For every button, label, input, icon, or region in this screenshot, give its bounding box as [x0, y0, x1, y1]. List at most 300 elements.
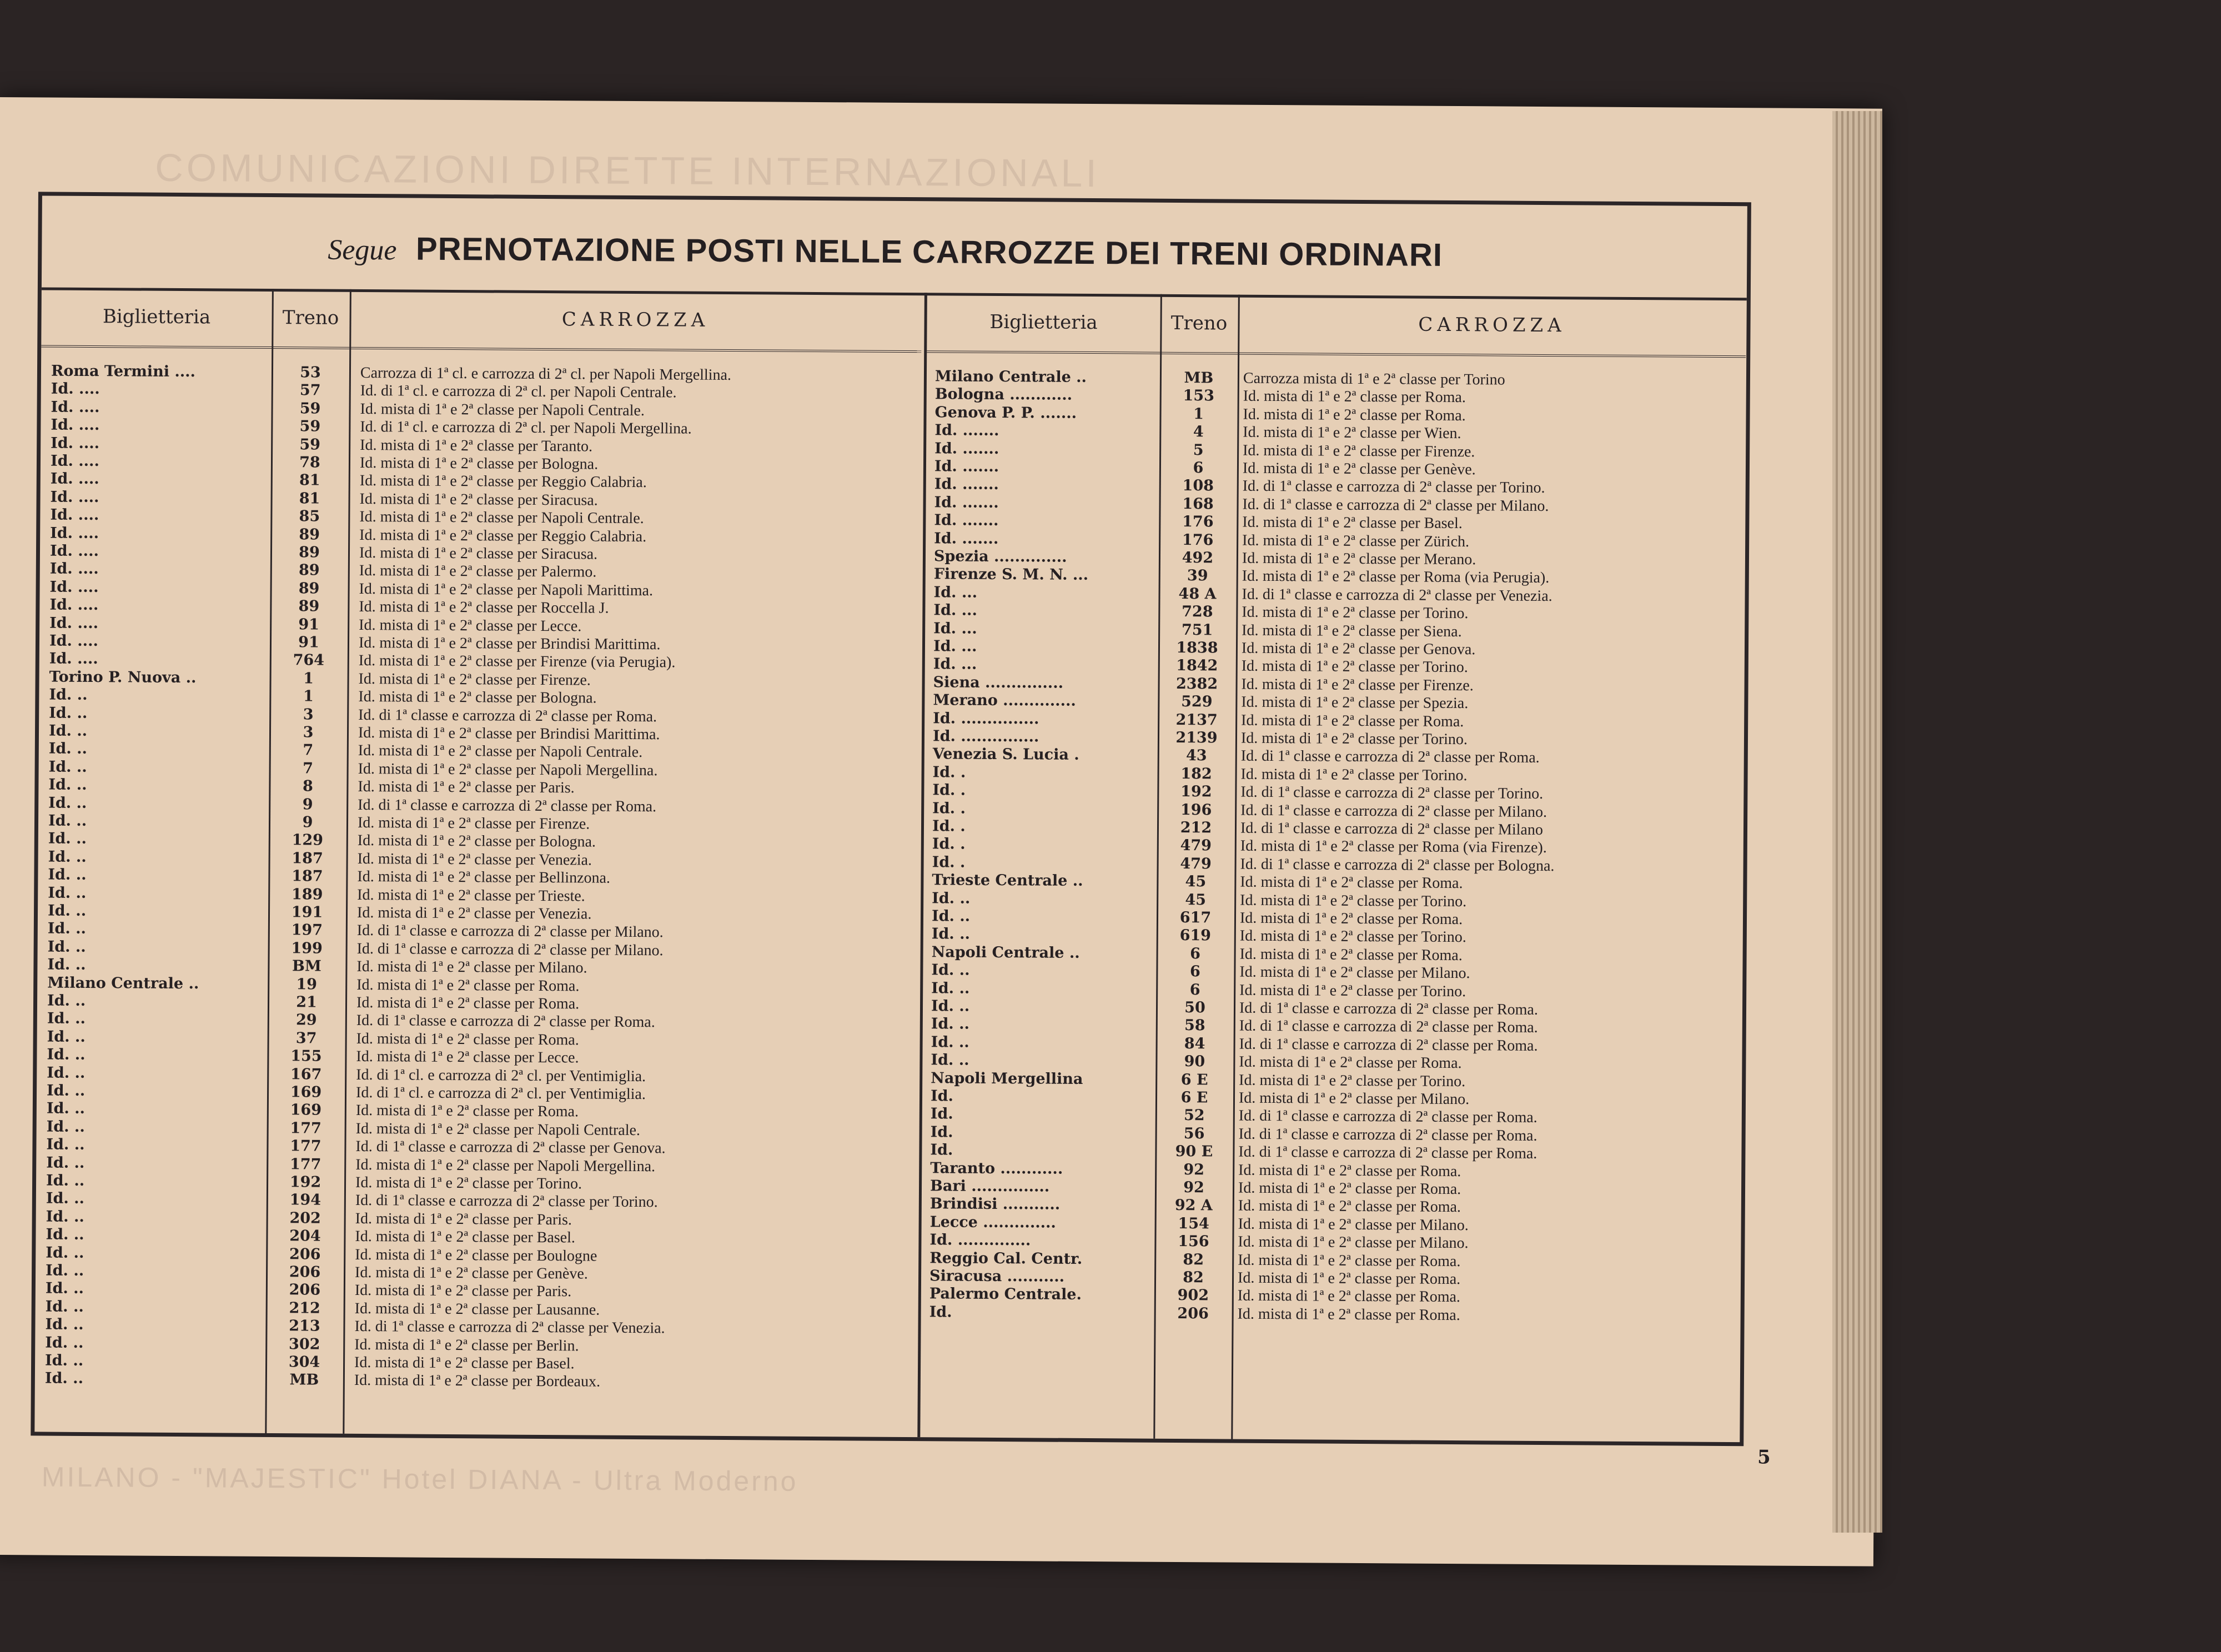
treno-cell: 82: [1183, 1269, 1204, 1287]
carrozza-cell: Id. mista di 1ª e 2ª classe per Firenze.: [357, 814, 590, 833]
treno-cell: 617: [1179, 909, 1212, 927]
carrozza-cell: Id. mista di 1ª e 2ª classe per Lecce.: [356, 1048, 579, 1067]
carrozza-cell: Id. mista di 1ª e 2ª classe per Roma.: [1239, 909, 1463, 928]
biglietteria-cell: Id. ...: [933, 601, 977, 619]
biglietteria-cell: Id. ..: [45, 1315, 84, 1334]
biglietteria-cell: Id. ..: [46, 1118, 85, 1136]
biglietteria-cell: Id. ..: [47, 902, 87, 920]
treno-cell: 168: [1182, 495, 1214, 513]
biglietteria-cell: Id. ..: [931, 1051, 969, 1069]
carrozza-cell: Id. mista di 1ª e 2ª classe per Firenze (via Perugia).: [358, 652, 676, 671]
biglietteria-cell: Siena ...............: [933, 674, 1064, 692]
carrozza-cell: Id. di 1ª classe e carrozza di 2ª classe per Bologna.: [1240, 855, 1555, 875]
biglietteria-cell: Id. ....: [50, 470, 99, 488]
treno-cell: 2137: [1175, 711, 1218, 729]
biglietteria-cell: Id. .......: [934, 511, 999, 530]
page-edge: [1832, 111, 1882, 1533]
treno-cell: 196: [1180, 801, 1212, 819]
carrozza-cell: Id. di 1ª classe e carrozza di 2ª classe per Torino.: [1242, 478, 1545, 497]
treno-cell: 204: [289, 1227, 321, 1245]
biglietteria-cell: Id. ....: [49, 650, 98, 668]
biglietteria-cell: Id. .......: [934, 494, 999, 511]
treno-cell: 764: [293, 651, 325, 669]
carrozza-cell: Id. mista di 1ª e 2ª classe per Milano.: [356, 958, 587, 977]
treno-cell: 192: [1180, 783, 1212, 801]
carrozza-cell: Id. di 1ª cl. e carrozza di 2ª cl. per Ventimiglia.: [356, 1066, 646, 1085]
treno-cell: 1838: [1176, 639, 1218, 657]
biglietteria-cell: Siracusa ...........: [929, 1267, 1065, 1286]
biglietteria-cell: Id. ..: [46, 1172, 85, 1189]
biglietteria-cell: Id. ..: [47, 920, 87, 938]
timetable-page: [0, 97, 1882, 1566]
carrozza-cell: Id. di 1ª classe e carrozza di 2ª classe per Roma.: [1240, 747, 1540, 767]
biglietteria-cell: Id. ....: [51, 434, 100, 452]
biglietteria-cell: Id. ...: [933, 584, 978, 601]
carrozza-cell: Id. di 1ª classe e carrozza di 2ª classe per Roma.: [1238, 1107, 1537, 1127]
treno-cell: 81: [299, 471, 320, 489]
biglietteria-cell: Lecce ..............: [929, 1213, 1056, 1232]
carrozza-cell: Id. mista di 1ª e 2ª classe per Genève.: [1242, 459, 1476, 479]
biglietteria-cell: Id. ..: [47, 1064, 86, 1082]
biglietteria-cell: Venezia S. Lucia .: [932, 745, 1079, 764]
biglietteria-cell: Id. ...: [933, 655, 977, 674]
carrozza-cell: Id. mista di 1ª e 2ª classe per Roma.: [1238, 1251, 1461, 1270]
biglietteria-cell: Id. .......: [934, 529, 999, 548]
header-biglietteria-right: Biglietteria: [927, 293, 1160, 354]
carrozza-cell: Id. mista di 1ª e 2ª classe per Torino.: [1240, 765, 1468, 784]
biglietteria-cell: Brindisi ...........: [929, 1195, 1061, 1214]
carrozza-cell: Id. di 1ª classe e carrozza di 2ª classe per Roma.: [1239, 999, 1539, 1018]
treno-cell: 206: [1177, 1304, 1209, 1323]
biglietteria-cell: Id. ..: [48, 812, 87, 830]
treno-cell: 182: [1180, 765, 1212, 783]
biglietteria-cell: Id. ..: [46, 1226, 84, 1244]
treno-cell: 167: [290, 1065, 322, 1083]
carrozza-cell: Id. mista di 1ª e 2ª classe per Roma.: [1238, 1179, 1461, 1198]
biglietteria-cell: Palermo Centrale.: [929, 1285, 1082, 1304]
biglietteria-cell: Id. ..: [45, 1334, 84, 1352]
biglietteria-cell: Firenze S. M. N. ...: [933, 565, 1089, 584]
biglietteria-cell: Napoli Mergellina: [931, 1069, 1083, 1088]
treno-cell: 90 E: [1175, 1143, 1213, 1161]
carrozza-cell: Id. di 1ª classe e carrozza di 2ª classe per Milano.: [1242, 495, 1549, 515]
treno-cell: 45: [1185, 891, 1207, 908]
biglietteria-cell: Id. ..: [47, 938, 86, 956]
carrozza-cell: Id. mista di 1ª e 2ª classe per Lausanne.: [354, 1299, 600, 1319]
carrozza-cell: Id. di 1ª classe e carrozza di 2ª classe per Roma.: [1239, 1017, 1538, 1037]
treno-cell: 45: [1185, 873, 1207, 891]
carrozza-cell: Id. mista di 1ª e 2ª classe per Palermo.: [359, 562, 597, 581]
biglietteria-cell: Id. ..: [931, 907, 971, 925]
carrozza-cell: Id. mista di 1ª e 2ª classe per Siracusa.: [359, 544, 598, 563]
biglietteria-cell: Id. ..: [45, 1298, 84, 1315]
treno-cell: 81: [299, 490, 320, 508]
carrozza-cell: Id. mista di 1ª e 2ª classe per Roma.: [1239, 945, 1463, 964]
carrozza-cell: Id. mista di 1ª e 2ª classe per Paris.: [358, 778, 575, 797]
carrozza-cell: Id. mista di 1ª e 2ª classe per Milano.: [1239, 963, 1470, 982]
treno-cell: 212: [289, 1299, 320, 1317]
carrozza-cell: Id. di 1ª classe e carrozza di 2ª classe per Roma.: [356, 1012, 655, 1031]
treno-cell: 57: [299, 381, 321, 399]
biglietteria-cell: Id. ..: [48, 830, 87, 848]
biglietteria-cell: Id.: [930, 1141, 953, 1159]
carrozza-cell: Id. mista di 1ª e 2ª classe per Merano.: [1242, 549, 1476, 569]
carrozza-cell: Id. di 1ª classe e carrozza di 2ª classe per Roma.: [358, 706, 657, 725]
treno-cell: 199: [291, 940, 323, 957]
treno-cell: 129: [292, 831, 324, 849]
carrozza-cell: Id. mista di 1ª e 2ª classe per Roma.: [1237, 1269, 1461, 1288]
carrozza-cell: Id. mista di 1ª e 2ª classe per Napoli Marittima.: [359, 580, 654, 599]
biglietteria-cell: Reggio Cal. Centr.: [929, 1249, 1083, 1268]
biglietteria-cell: Id. ..: [931, 979, 970, 997]
carrozza-cell: Id. di 1ª classe e carrozza di 2ª classe per Venezia.: [1242, 585, 1552, 605]
carrozza-cell: Id. mista di 1ª e 2ª classe per Trieste.: [357, 886, 585, 905]
carrozza-cell: Id. mista di 1ª e 2ª classe per Boulogne: [355, 1246, 597, 1265]
biglietteria-cell: Id. ..: [49, 686, 88, 704]
treno-cell: 48 A: [1178, 585, 1217, 603]
treno-cell: 29: [295, 1011, 317, 1029]
treno-cell: 1842: [1176, 657, 1218, 675]
carrozza-cell: Id. mista di 1ª e 2ª classe per Roma.: [356, 993, 580, 1013]
treno-cell: 78: [299, 454, 320, 471]
biglietteria-cell: Id. .: [932, 781, 966, 799]
carrozza-cell: Id. mista di 1ª e 2ª classe per Genova.: [1241, 639, 1476, 659]
biglietteria-cell: Id. ..: [931, 925, 971, 943]
treno-cell: 189: [291, 885, 323, 903]
carrozza-cell: Id. mista di 1ª e 2ª classe per Bologna.: [359, 454, 599, 473]
biglietteria-cell: Id. ..: [46, 1208, 84, 1226]
treno-cell: 39: [1187, 567, 1208, 585]
treno-cell: 156: [1178, 1233, 1209, 1251]
carrozza-cell: Id. mista di 1ª e 2ª classe per Milano.: [1238, 1233, 1469, 1252]
biglietteria-cell: Id. .: [932, 853, 966, 871]
biglietteria-cell: Id. ..: [48, 758, 87, 776]
carrozza-cell: Id. mista di 1ª e 2ª classe per Napoli Centrale.: [360, 400, 645, 419]
carrozza-cell: Id. mista di 1ª e 2ª classe per Torino.: [1240, 729, 1468, 749]
biglietteria-cell: Id. ..: [46, 1244, 84, 1262]
biglietteria-cell: Id. ..: [46, 1099, 86, 1118]
treno-cell: 751: [1181, 621, 1213, 639]
carrozza-cell: Id. di 1ª classe e carrozza di 2ª classe per Venezia.: [354, 1318, 665, 1337]
treno-cell: 3: [303, 724, 314, 741]
biglietteria-cell: Roma Termini ....: [51, 362, 196, 381]
biglietteria-cell: Id. ..: [932, 889, 971, 907]
biglietteria-cell: Id.: [929, 1303, 952, 1321]
treno-cell: 177: [290, 1119, 321, 1137]
carrozza-cell: Id. mista di 1ª e 2ª classe per Torino.: [355, 1173, 582, 1193]
biglietteria-cell: Bari ...............: [929, 1177, 1050, 1196]
treno-cell: 53: [300, 364, 321, 381]
biglietteria-cell: Id. ....: [51, 398, 100, 416]
carrozza-cell: Id. mista di 1ª e 2ª classe per Roma.: [1241, 711, 1464, 730]
header-treno-right: Treno: [1160, 294, 1238, 355]
treno-cell: 902: [1177, 1287, 1209, 1304]
header-biglietteria-left: Biglietteria: [41, 287, 272, 349]
carrozza-cell: Id. di 1ª classe e carrozza di 2ª classe per Genova.: [355, 1138, 666, 1157]
biglietteria-cell: Id. ..: [44, 1369, 84, 1388]
carrozza-cell: Id. di 1ª classe e carrozza di 2ª classe per Roma.: [1238, 1125, 1537, 1144]
carrozza-cell: Id. mista di 1ª e 2ª classe per Napoli Centrale.: [358, 742, 643, 761]
biglietteria-cell: Id. ....: [50, 506, 99, 524]
carrozza-cell: Id. mista di 1ª e 2ª classe per Napoli Mergellina.: [355, 1156, 656, 1175]
carrozza-cell: Id. di 1ª classe e carrozza di 2ª classe per Torino.: [355, 1192, 658, 1211]
carrozza-cell: Id. di 1ª classe e carrozza di 2ª classe per Roma.: [1238, 1143, 1537, 1163]
biglietteria-cell: Id. ..: [46, 1136, 85, 1154]
treno-cell: 6 E: [1180, 1071, 1208, 1088]
carrozza-cell: Id. mista di 1ª e 2ª classe per Roma.: [355, 1102, 579, 1121]
biglietteria-cell: Id.: [930, 1105, 953, 1123]
treno-cell: 50: [1184, 999, 1205, 1017]
biglietteria-cell: Id. ..: [931, 1015, 970, 1033]
carrozza-cell: Id. mista di 1ª e 2ª classe per Torino.: [1241, 657, 1468, 676]
carrozza-cell: Id. mista di 1ª e 2ª classe per Roma (via Perugia).: [1242, 568, 1550, 587]
biglietteria-cell: Id. ....: [49, 632, 99, 650]
biglietteria-cell: Id. ..: [47, 992, 86, 1010]
title-main: PRENOTAZIONE POSTI NELLE CARROZZE DEI TRENI ORDINARI: [415, 230, 1443, 273]
biglietteria-cell: Id. ..: [48, 884, 87, 902]
treno-cell: 479: [1180, 837, 1212, 855]
biglietteria-cell: Id. .......: [934, 458, 999, 476]
treno-cell: 6: [1193, 459, 1204, 477]
treno-cell: 89: [298, 580, 320, 597]
bleed-through-footer: MILANO - "MAJESTIC" Hotel DIANA - Ultra Moderno: [41, 1461, 798, 1497]
treno-cell: 177: [289, 1155, 321, 1173]
treno-cell: 187: [292, 867, 323, 885]
carrozza-cell: Id. mista di 1ª e 2ª classe per Venezia.: [356, 903, 592, 923]
biglietteria-cell: Id. ..: [48, 776, 87, 794]
treno-cell: 82: [1183, 1251, 1204, 1268]
carrozza-cell: Id. mista di 1ª e 2ª classe per Zürich.: [1242, 531, 1470, 550]
biglietteria-cell: Id. .: [932, 817, 966, 835]
treno-cell: 9: [302, 795, 313, 814]
carrozza-cell: Id. mista di 1ª e 2ª classe per Roma.: [1243, 405, 1466, 424]
treno-cell: 59: [299, 418, 321, 435]
treno-cell: 43: [1185, 747, 1207, 765]
biglietteria-cell: Bologna ............: [934, 385, 1073, 404]
biglietteria-cell: Milano Centrale ..: [47, 974, 199, 992]
treno-cell: 91: [298, 634, 319, 651]
treno-cell: 187: [292, 850, 323, 867]
treno-cell: 197: [291, 921, 323, 939]
biglietteria-cell: Id. .......: [934, 421, 999, 440]
biglietteria-cell: Id. ....: [49, 578, 99, 596]
carrozza-cell: Id. di 1ª cl. e carrozza di 2ª cl. per Napoli Centrale.: [360, 382, 677, 401]
carrozza-cell: Id. mista di 1ª e 2ª classe per Paris.: [355, 1209, 572, 1229]
treno-cell: BM: [292, 957, 321, 975]
carrozza-cell: Id. mista di 1ª e 2ª classe per Torino.: [1239, 927, 1466, 946]
treno-cell: 92: [1183, 1161, 1205, 1178]
treno-cell: 8: [302, 777, 313, 795]
carrozza-cell: Id. mista di 1ª e 2ª classe per Spezia.: [1241, 693, 1469, 712]
carrozza-cell: Id. mista di 1ª e 2ª classe per Roma.: [1237, 1287, 1461, 1306]
biglietteria-cell: Id. ..: [931, 961, 970, 979]
carrozza-cell: Id. mista di 1ª e 2ª classe per Roma.: [1239, 1053, 1462, 1072]
biglietteria-cell: Id. ..: [45, 1279, 84, 1298]
biglietteria-cell: Id. ...: [933, 619, 977, 637]
carrozza-cell: Id. mista di 1ª e 2ª classe per Genève.: [354, 1263, 588, 1283]
treno-cell: 479: [1180, 855, 1212, 873]
carrozza-cell: Id. mista di 1ª e 2ª classe per Roccella J.: [359, 598, 609, 617]
carrozza-cell: Id. di 1ª cl. e carrozza di 2ª cl. per Napoli Mergellina.: [360, 418, 692, 438]
treno-cell: 90: [1184, 1053, 1205, 1071]
treno-cell: 304: [288, 1353, 320, 1371]
biglietteria-cell: Torino P. Nuova ..: [49, 668, 197, 686]
treno-cell: 194: [289, 1191, 321, 1209]
treno-cell: 176: [1182, 513, 1214, 531]
biglietteria-cell: Id. ..: [46, 1154, 85, 1172]
treno-cell: 2382: [1175, 675, 1218, 693]
biglietteria-cell: Taranto ............: [930, 1159, 1063, 1178]
treno-cell: 302: [289, 1335, 320, 1353]
treno-cell: 154: [1178, 1214, 1209, 1233]
treno-cell: 91: [298, 615, 320, 634]
biglietteria-cell: Id. ....: [50, 452, 100, 470]
treno-cell: MB: [289, 1371, 319, 1389]
treno-cell: 52: [1183, 1107, 1205, 1124]
carrozza-cell: Id. di 1ª classe e carrozza di 2ª classe per Milano: [1240, 819, 1543, 838]
carrozza-cell: Id. mista di 1ª e 2ª classe per Roma.: [356, 976, 580, 995]
treno-cell: 169: [290, 1101, 322, 1119]
carrozza-cell: Id. mista di 1ª e 2ª classe per Siracusa.: [359, 490, 598, 509]
carrozza-cell: Id. di 1ª classe e carrozza di 2ª classe per Torino.: [1240, 783, 1544, 803]
biglietteria-cell: Id. ..: [46, 1082, 86, 1099]
carrozza-cell: Id. di 1ª classe e carrozza di 2ª classe per Milano.: [1240, 801, 1547, 821]
biglietteria-cell: Id. ..: [45, 1352, 84, 1369]
header-carrozza-right: CARROZZA: [1238, 295, 1746, 358]
treno-cell: 92: [1183, 1179, 1204, 1197]
carrozza-cell: Id. mista di 1ª e 2ª classe per Roma (via Firenze).: [1240, 837, 1547, 857]
treno-cell: 56: [1183, 1124, 1205, 1143]
title-segue: Segue: [328, 234, 397, 267]
carrozza-cell: Id. mista di 1ª e 2ª classe per Brindisi Marittima.: [358, 634, 661, 654]
carrozza-cell: Id. di 1ª classe e carrozza di 2ª classe per Roma.: [1239, 1035, 1538, 1055]
bleed-through-text: COMUNICAZIONI DIRETTE INTERNAZIONALI: [154, 145, 1101, 195]
carrozza-cell: Id. mista di 1ª e 2ª classe per Bellinzona.: [357, 868, 611, 887]
treno-cell: 619: [1179, 927, 1212, 945]
carrozza-cell: Id. mista di 1ª e 2ª classe per Napoli Centrale.: [355, 1119, 641, 1139]
header-carrozza-left: CARROZZA: [349, 289, 922, 353]
carrozza-cell: Id. mista di 1ª e 2ª classe per Lecce.: [359, 616, 582, 635]
carrozza-cell: Id. mista di 1ª e 2ª classe per Brindisi Marittima.: [358, 724, 660, 744]
biglietteria-cell: Id. ..: [46, 1189, 85, 1208]
table-frame: [31, 192, 1751, 1446]
treno-cell: 2139: [1175, 729, 1218, 747]
carrozza-cell: Carrozza mista di 1ª e 2ª classe per Torino: [1243, 369, 1505, 389]
biglietteria-cell: Id. ....: [51, 416, 100, 434]
biglietteria-cell: Id. ..: [931, 1033, 969, 1051]
treno-cell: 92 A: [1174, 1197, 1213, 1214]
page-number: 5: [1757, 1446, 1771, 1469]
treno-cell: 7: [303, 741, 314, 759]
biglietteria-cell: Id. .: [932, 764, 966, 781]
treno-cell: 89: [299, 525, 320, 544]
carrozza-cell: Id. mista di 1ª e 2ª classe per Roma.: [1240, 873, 1463, 892]
treno-cell: 192: [289, 1173, 321, 1191]
carrozza-cell: Id. mista di 1ª e 2ª classe per Roma.: [1237, 1305, 1460, 1324]
carrozza-cell: Id. mista di 1ª e 2ª classe per Siena.: [1242, 621, 1462, 640]
treno-cell: MB: [1184, 369, 1214, 387]
carrozza-cell: Id. mista di 1ª e 2ª classe per Napoli Mergellina.: [358, 760, 658, 780]
carrozza-cell: Carrozza di 1ª cl. e carrozza di 2ª cl. per Napoli Mergellina.: [360, 364, 732, 384]
header-treno-left: Treno: [272, 289, 350, 349]
biglietteria-cell: Id. ....: [49, 614, 99, 632]
treno-cell: 89: [299, 544, 320, 561]
treno-cell: 59: [299, 400, 321, 418]
biglietteria-cell: Id. ..: [47, 1028, 86, 1046]
biglietteria-cell: Id. ....: [49, 596, 99, 614]
carrozza-cell: Id. mista di 1ª e 2ª classe per Paris.: [354, 1282, 572, 1300]
treno-cell: 58: [1184, 1017, 1205, 1035]
treno-cell: 169: [290, 1083, 322, 1101]
biglietteria-cell: Spezia ..............: [933, 548, 1067, 566]
treno-cell: 6: [1189, 963, 1200, 981]
carrozza-cell: Id. mista di 1ª e 2ª classe per Roma.: [1238, 1161, 1461, 1180]
treno-cell: 212: [1180, 819, 1212, 837]
treno-cell: 6: [1190, 945, 1201, 963]
carrozza-cell: Id. mista di 1ª e 2ª classe per Milano.: [1238, 1215, 1469, 1234]
biglietteria-cell: Milano Centrale ..: [934, 368, 1087, 386]
page-title: [328, 230, 1443, 274]
treno-cell: 37: [295, 1030, 317, 1047]
carrozza-cell: Id. mista di 1ª e 2ª classe per Roma.: [356, 1030, 579, 1049]
biglietteria-cell: Id. ..: [47, 1046, 86, 1064]
treno-cell: 89: [298, 597, 320, 615]
carrozza-cell: Id. di 1ª cl. e carrozza di 2ª cl. per Ventimiglia.: [355, 1083, 646, 1103]
biglietteria-cell: Id. ...: [933, 637, 977, 655]
biglietteria-cell: Id. .......: [934, 475, 999, 494]
biglietteria-cell: Id. ...............: [933, 709, 1039, 728]
carrozza-cell: Id. mista di 1ª e 2ª classe per Torino.: [1239, 981, 1466, 1000]
treno-cell: 89: [298, 561, 320, 579]
carrozza-cell: Id. mista di 1ª e 2ª classe per Basel.: [355, 1228, 576, 1247]
carrozza-cell: Id. mista di 1ª e 2ª classe per Taranto.: [360, 436, 593, 455]
biglietteria-cell: Id. ....: [49, 542, 99, 560]
carrozza-cell: Id. di 1ª classe e carrozza di 2ª classe per Roma.: [358, 796, 657, 815]
treno-cell: 1: [303, 670, 314, 687]
biglietteria-cell: Id. ..: [47, 956, 86, 974]
treno-cell: 206: [289, 1281, 321, 1299]
carrozza-cell: Id. mista di 1ª e 2ª classe per Venezia.: [357, 850, 592, 869]
biglietteria-cell: Id. .: [932, 799, 966, 817]
treno-cell: 153: [1183, 387, 1215, 405]
carrozza-cell: Id. mista di 1ª e 2ª classe per Roma.: [1238, 1197, 1461, 1216]
treno-cell: 4: [1193, 423, 1204, 441]
treno-cell: 6 E: [1180, 1089, 1208, 1107]
biglietteria-cell: Id. ..: [48, 848, 87, 866]
carrozza-cell: Id. mista di 1ª e 2ª classe per Torino.: [1242, 603, 1469, 622]
treno-cell: 19: [296, 975, 318, 993]
biglietteria-cell: Merano ..............: [933, 691, 1076, 710]
treno-cell: 492: [1182, 549, 1214, 567]
treno-cell: 21: [296, 993, 317, 1011]
biglietteria-cell: Id.: [930, 1123, 953, 1141]
carrozza-cell: Id. mista di 1ª e 2ª classe per Torino.: [1239, 1071, 1466, 1090]
treno-cell: 1: [303, 687, 314, 705]
biglietteria-cell: Napoli Centrale ..: [931, 943, 1080, 962]
carrozza-cell: Id. mista di 1ª e 2ª classe per Wien.: [1243, 423, 1461, 443]
biglietteria-cell: Id. ..: [48, 866, 87, 884]
title-band: [42, 195, 1747, 300]
treno-cell: 155: [290, 1047, 322, 1065]
biglietteria-cell: Id. ..: [48, 740, 88, 758]
biglietteria-cell: Id. ...............: [932, 727, 1039, 746]
biglietteria-cell: Id. ..: [48, 722, 88, 740]
treno-cell: 6: [1189, 981, 1200, 998]
biglietteria-cell: Trieste Centrale ..: [932, 871, 1083, 890]
carrozza-cell: Id. mista di 1ª e 2ª classe per Berlin.: [354, 1335, 579, 1355]
biglietteria-cell: Id. ....: [50, 488, 99, 506]
carrozza-cell: Id. mista di 1ª e 2ª classe per Reggio Calabria.: [359, 472, 647, 491]
